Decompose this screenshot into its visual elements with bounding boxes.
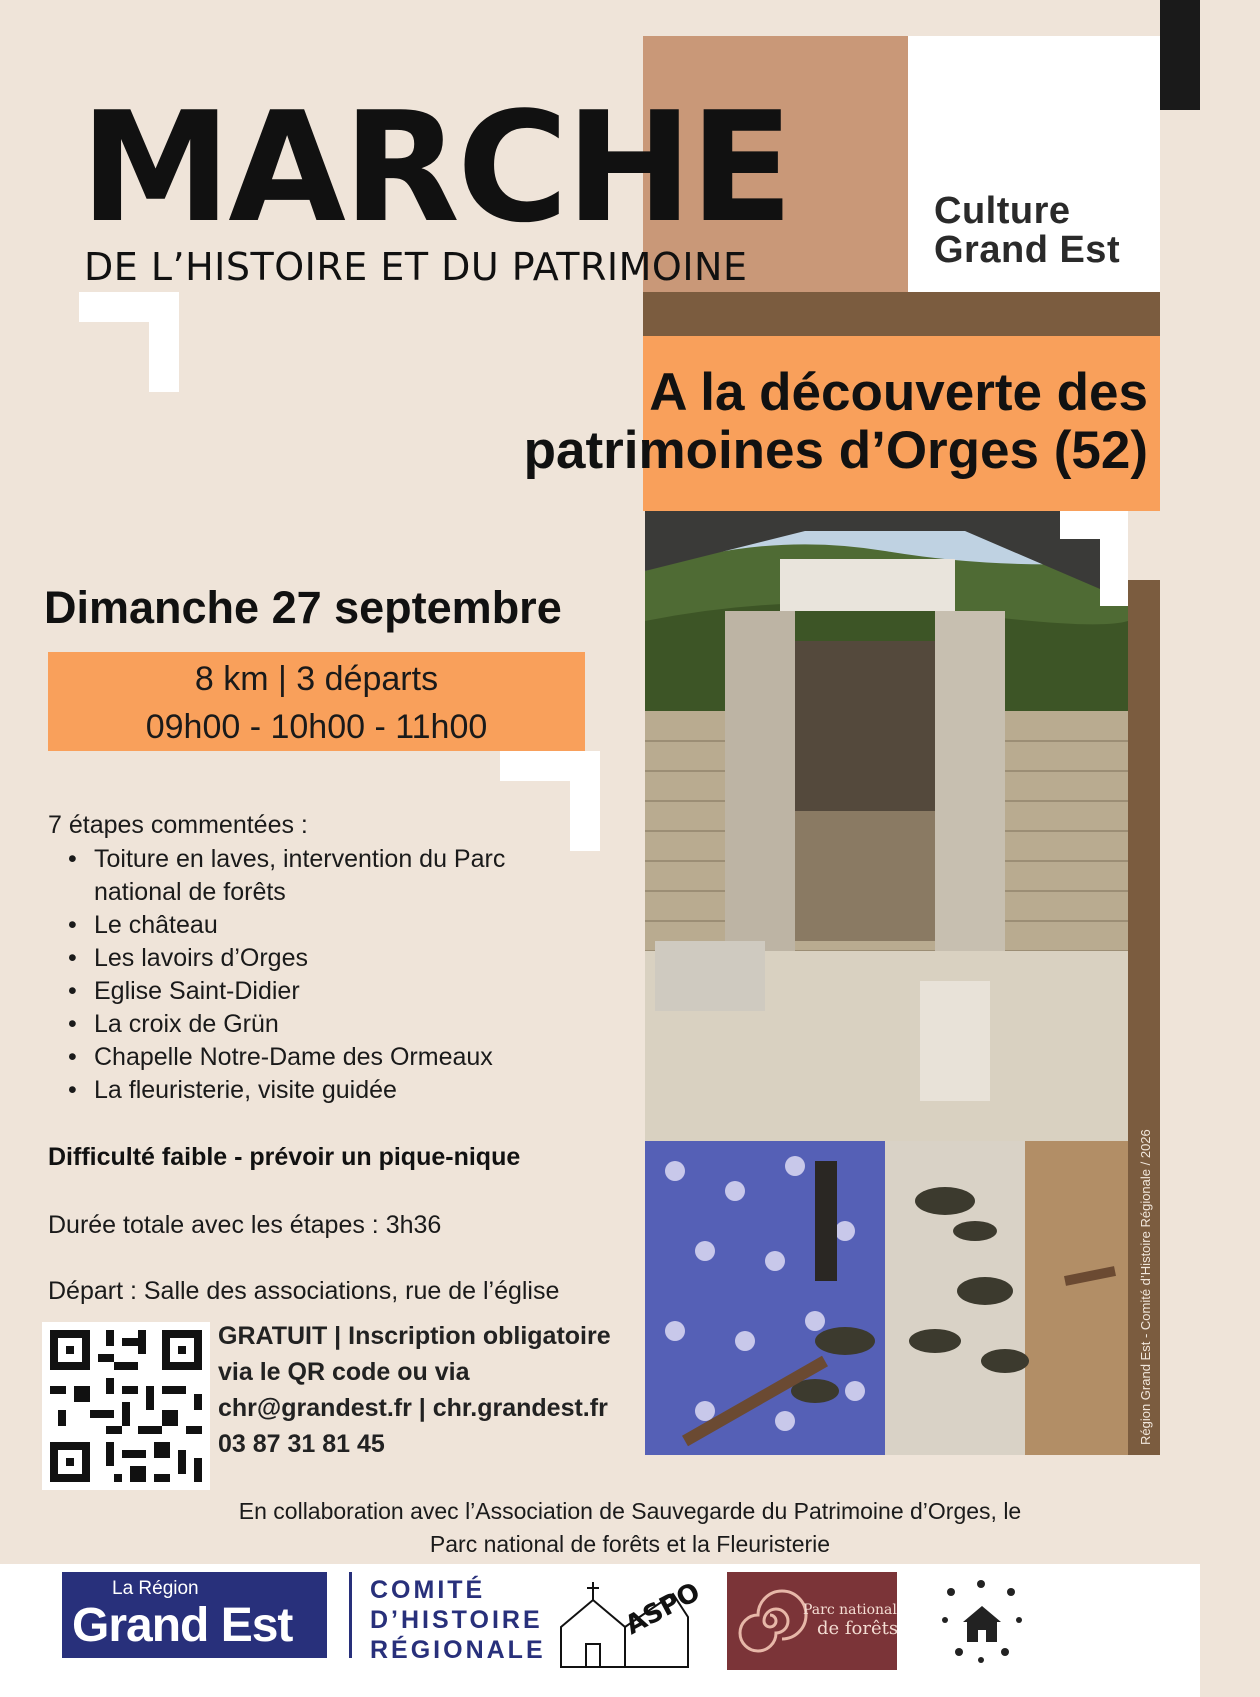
difficulty-note: Difficulté faible - prévoir un pique-nique [48, 1143, 521, 1171]
parc-logo-line1: Parc national [803, 1602, 897, 1618]
duration-note: Durée totale avec les étapes : 3h36 [48, 1211, 442, 1239]
parc-spiral-icon [735, 1586, 805, 1656]
schedule-box [48, 652, 585, 751]
region-grand-est-logo [62, 1572, 327, 1658]
photo-credit: Région Grand Est - Comité d’Histoire Régionale / 2026 [1138, 1129, 1153, 1445]
list-item: • Le château [68, 909, 588, 942]
chr-logo-line3: RÉGIONALE [370, 1636, 546, 1664]
region-logo-small: La Région [112, 1578, 199, 1599]
list-item: • La croix de Grün [68, 1008, 588, 1041]
parc-national-logo [727, 1572, 897, 1670]
logo-divider [349, 1572, 352, 1658]
steps-title: 7 étapes commentées : [48, 811, 308, 839]
list-item: • Eglise Saint-Didier [68, 975, 588, 1008]
parc-logo-line2: de forêts [817, 1618, 899, 1639]
aspo-church-icon [553, 1572, 706, 1670]
doorway-photo [645, 511, 1128, 1141]
list-item: • Chapelle Notre-Dame des Ormeaux [68, 1041, 588, 1074]
collaboration-line-2: Parc national de forêts et la Fleuristerie [429, 1531, 831, 1557]
photo-corner-bracket-decor [1060, 511, 1160, 611]
chr-logo-line1: COMITÉ [370, 1576, 486, 1604]
contact-line-2: via le QR code ou via [218, 1358, 470, 1386]
departure-location: Départ : Salle des associations, rue de l’église [48, 1277, 560, 1305]
list-item: • La fleuristerie, visite guidée [68, 1074, 588, 1107]
collaboration-line-1: En collaboration avec l’Association de Sauvegarde du Patrimoine d’Orges, le [238, 1498, 1022, 1524]
corner-bracket-decor-2 [500, 751, 600, 851]
qr-code-icon[interactable] [42, 1322, 210, 1490]
culture-logo-line1: Culture [934, 190, 1071, 232]
event-date: Dimanche 27 septembre [44, 582, 562, 633]
distance-departures: 8 km | 3 départs [194, 660, 439, 698]
aspo-logo-text: ASPO [620, 1577, 706, 1642]
list-item: • Toiture en laves, intervention du Parc national de forêts [68, 843, 588, 909]
chr-logo-line2: D’HISTOIRE [370, 1606, 543, 1634]
tools-fabric-photo [645, 1141, 1128, 1455]
page-subtitle: DE L’HISTOIRE ET DU PATRIMOINE [84, 245, 748, 289]
brown-decor-strip [643, 292, 1160, 336]
list-item: • Les lavoirs d’Orges [68, 942, 588, 975]
page-title: MARCHE [80, 79, 791, 256]
culture-logo-line2: Grand Est [934, 229, 1121, 271]
corner-bracket-decor [79, 292, 179, 392]
corner-decor-black [1160, 0, 1200, 110]
headline-line1: A la découverte des [649, 363, 1148, 422]
contact-phone[interactable]: 03 87 31 81 45 [218, 1430, 385, 1458]
fleuristerie-house-icon [931, 1572, 1033, 1670]
steps-list [68, 843, 588, 1107]
region-logo-big: Grand Est [72, 1599, 293, 1652]
headline-line2: patrimoines d’Orges (52) [523, 421, 1148, 480]
contact-line-1: GRATUIT | Inscription obligatoire [218, 1322, 611, 1350]
contact-email-website[interactable]: chr@grandest.fr | chr.grandest.fr [218, 1394, 608, 1422]
departure-times: 09h00 - 10h00 - 11h00 [145, 708, 488, 746]
